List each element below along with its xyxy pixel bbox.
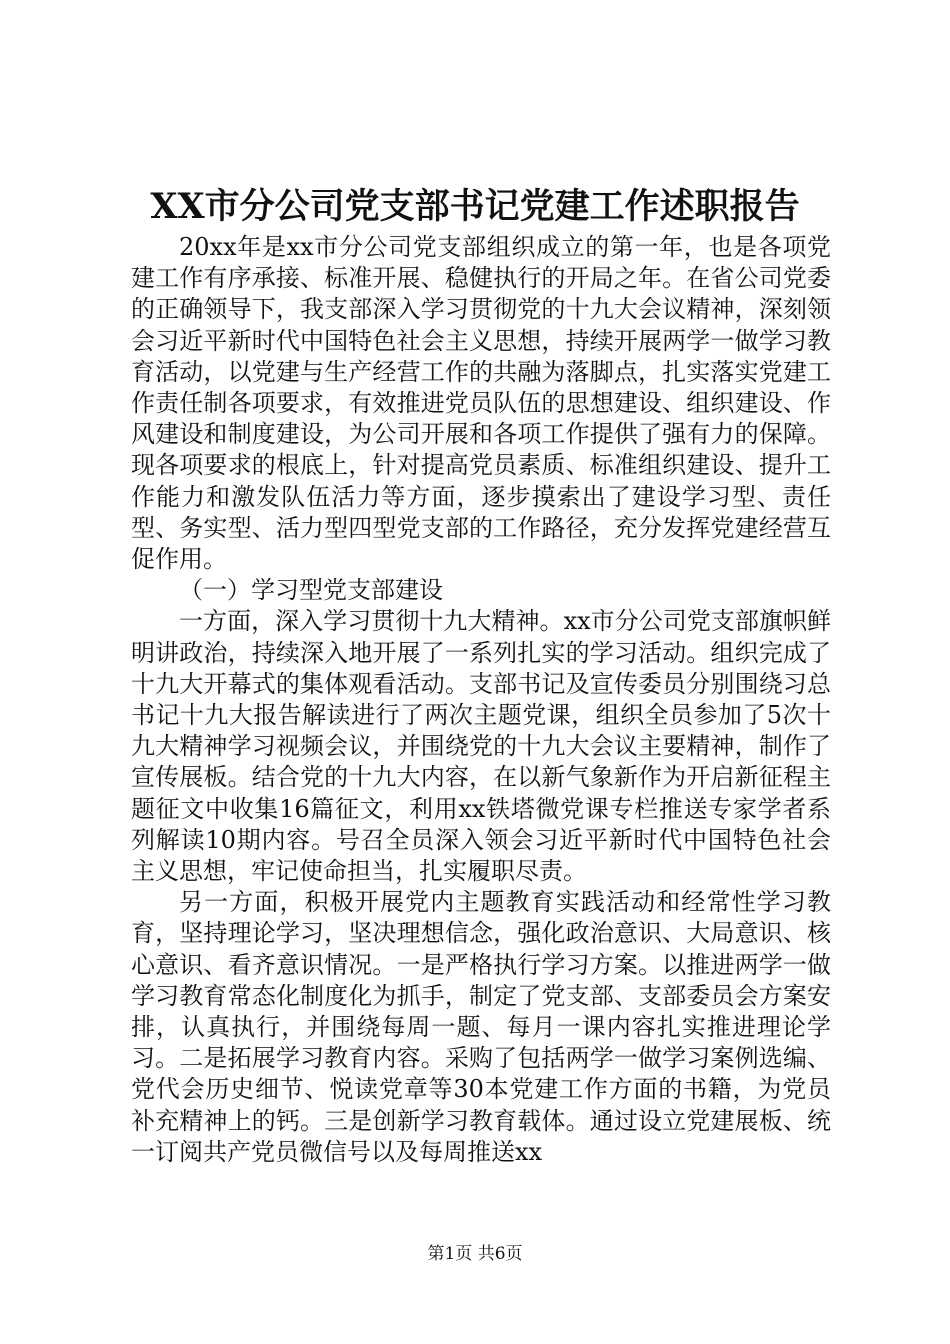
page-footer: 第1页 共6页 — [427, 1244, 523, 1264]
paragraph-section-1-second: 另一方面，积极开展党内主题教育实践活动和经常性学习教育，坚持理论学习，坚决理想信念，强化政治意识、大局意识、核心意识、看齐意识情况。一是严格执行学习方案。以推进两学一做学习教育常态化制度化为抓手，制定了党支部、支部委员会方案安排，认真执行，并围绕每周一题、每月一课内容扎实推进理论学习。二是拓展学习教育内容。采购了包括两学一做学习案例选编、党代会历史细节、悦读党章等30本党建工作方面的书籍，为党员补充精神上的钙。三是创新学习教育载体。通过设立党建展板、统一订阅共产党员微信号以及每周推送xx — [131, 888, 831, 1166]
document-title: XX市分公司党支部书记党建工作述职报告 — [150, 186, 800, 227]
document-body — [131, 232, 831, 1168]
paragraph-intro: 20xx年是xx市分公司党支部组织成立的第一年，也是各项党建工作有序承接、标准开展、稳健执行的开局之年。在省公司党委的正确领导下，我支部深入学习贯彻党的十九大会议精神，深刻领会习近平新时代中国特色社会主义思想，持续开展两学一做学习教育活动，以党建与生产经营工作的共融为落脚点，扎实落实党建工作责任制各项要求，有效推进党员队伍的思想建设、组织建设、作风建设和制度建设，为公司开展和各项工作提供了强有力的保障。现各项要求的根底上，针对提高党员素质、标准组织建设、提升工作能力和激发队伍活力等方面，逐步摸索出了建设学习型、责任型、务实型、活力型四型党支部的工作路径，充分发挥党建经营互促作用。 — [131, 233, 831, 574]
paragraph-section-1-first: 一方面，深入学习贯彻十九大精神。xx市分公司党支部旗帜鲜明讲政治，持续深入地开展了一系列扎实的学习活动。组织完成了十九大开幕式的集体观看活动。支部书记及宣传委员分别围绕习总书记十九大报告解读进行了两次主题党课，组织全员参加了5次十九大精神学习视频会议，并围绕党的十九大会议主要精神，制作了宣传展板。结合党的十九大内容，在以新气象新作为开启新征程主题征文中收集16篇征文，利用xx铁塔微党课专栏推送专家学者系列解读10期内容。号召全员深入领会习近平新时代中国特色社会主义思想，牢记使命担当，扎实履职尽责。 — [131, 607, 831, 886]
section-heading: （一）学习型党支部建设 — [179, 576, 443, 605]
